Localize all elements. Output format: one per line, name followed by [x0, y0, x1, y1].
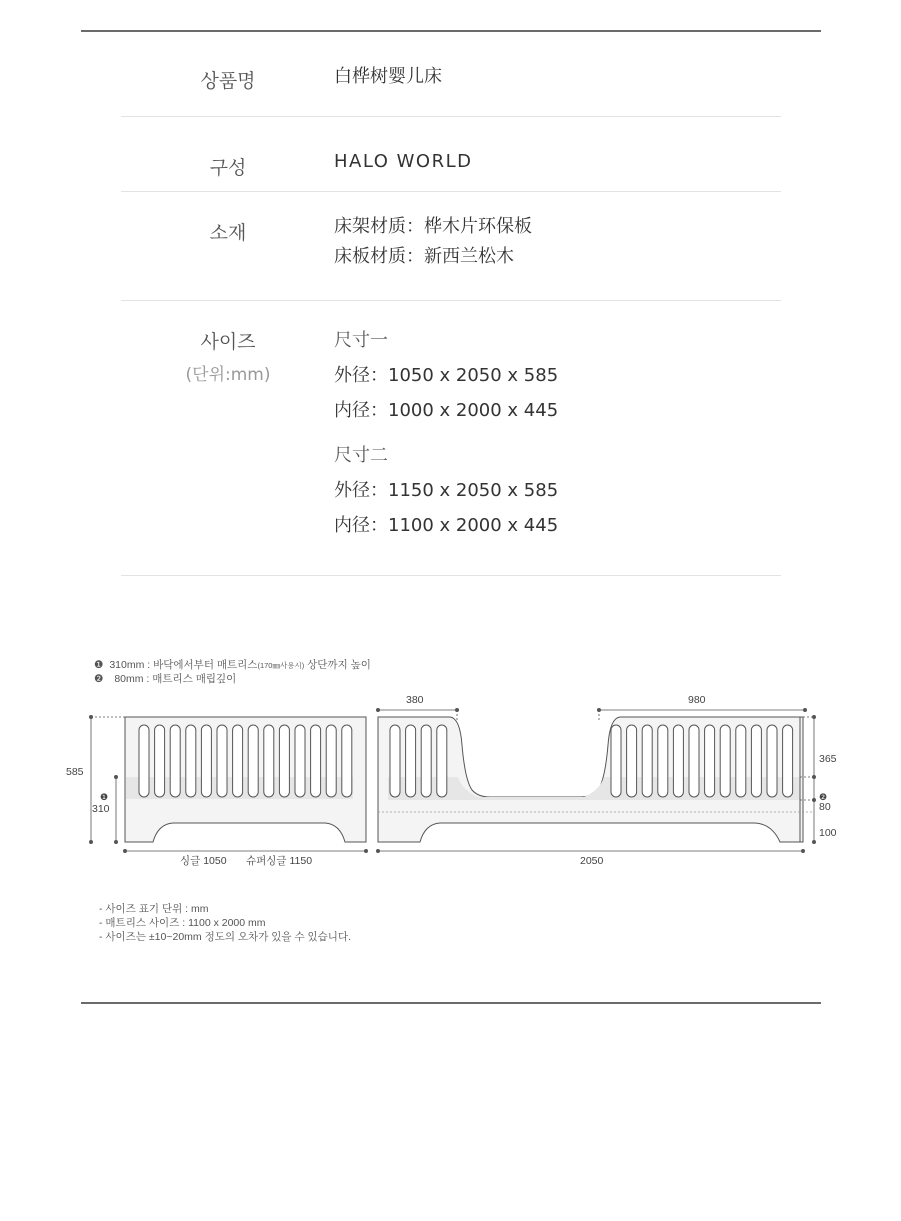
marker-2: ❷: [819, 792, 828, 802]
dim-100: 100: [819, 827, 837, 839]
spec-label: [121, 327, 335, 385]
bed-slat: [390, 725, 400, 797]
dim-310: 310: [92, 803, 110, 815]
size2-outer: 外径：1150 x 2050 x 585: [334, 480, 559, 501]
bed-slat: [437, 725, 447, 797]
bed-slat: [736, 725, 746, 797]
note-item: - 사이즈 표기 단위 : mm: [99, 903, 209, 915]
bed-slat: [705, 725, 715, 797]
bed-slat: [627, 725, 637, 797]
bed-slat: [279, 725, 289, 797]
end-view-bed: [125, 717, 366, 842]
note-item: - 매트리스 사이즈 : 1100 x 2000 mm: [99, 917, 266, 929]
bed-slat: [642, 725, 652, 797]
dim-585: 585: [66, 766, 84, 778]
bed-slat: [311, 725, 321, 797]
size-values: [334, 323, 558, 543]
size-label: 사이즈: [200, 331, 256, 353]
marker-1: ❶: [100, 792, 109, 802]
size1-title: 尺寸一: [334, 330, 388, 351]
bed-slat: [767, 725, 777, 797]
dim-80: 80: [819, 801, 831, 813]
legend-1: ❶ 310mm : 바닥에서부터 매트리스(170㎜사용시) 상단까지 높이: [94, 659, 371, 671]
spec-value: 白桦树婴儿床: [334, 66, 442, 87]
bed-slat: [326, 725, 336, 797]
spec-label: 상품명: [200, 70, 256, 92]
bed-slat: [201, 725, 211, 797]
spec-value: HALO WORLD: [334, 151, 473, 172]
size2-title: 尺寸二: [334, 445, 388, 466]
bed-slat: [139, 725, 149, 797]
bed-slat: [170, 725, 180, 797]
spec-row-size: [121, 301, 781, 576]
bed-slat: [248, 725, 258, 797]
bed-slat: [186, 725, 196, 797]
bed-slat: [658, 725, 668, 797]
material-board: 床板材质：新西兰松木: [334, 246, 514, 267]
bed-slat: [295, 725, 305, 797]
legend-2: ❷ 80mm : 매트리스 매립깊이: [94, 673, 237, 685]
spec-row-material: [121, 192, 781, 301]
dim-single: 싱글 1050: [180, 855, 227, 867]
side-view-bed: [378, 717, 803, 842]
bed-dimension-diagram: [0, 640, 901, 880]
bed-slat: [783, 725, 793, 797]
spec-label: 소재: [209, 222, 247, 244]
spec-row-composition: [121, 117, 781, 192]
bed-slat: [689, 725, 699, 797]
bed-slat: [406, 725, 416, 797]
dim-380: 380: [406, 694, 424, 706]
material-frame: 床架材质：桦木片环保板: [334, 216, 532, 237]
spec-value: [334, 212, 532, 272]
spec-table: [121, 32, 781, 576]
dim-980: 980: [688, 694, 706, 706]
bed-slat: [217, 725, 227, 797]
size1-outer: 外径：1050 x 2050 x 585: [334, 365, 559, 386]
dim-365: 365: [819, 753, 837, 765]
bed-slat: [673, 725, 683, 797]
spec-row-name: [121, 32, 781, 117]
bed-slat: [751, 725, 761, 797]
dim-2050: 2050: [580, 855, 604, 867]
note-item: - 사이즈는 ±10~20mm 정도의 오차가 있을 수 있습니다.: [99, 931, 352, 943]
spec-label: 구성: [209, 157, 247, 179]
bed-slat: [611, 725, 621, 797]
size2-inner: 内径：1100 x 2000 x 445: [334, 515, 559, 536]
size-notes: [99, 902, 351, 944]
dim-super-single: 슈퍼싱글 1150: [246, 855, 313, 867]
bed-slat: [342, 725, 352, 797]
bottom-rule: [81, 1002, 821, 1004]
size1-inner: 内径：1000 x 2000 x 445: [334, 400, 559, 421]
bed-slat: [233, 725, 243, 797]
bed-slat: [720, 725, 730, 797]
bed-slat: [421, 725, 431, 797]
size-unit: (단위:mm): [185, 365, 271, 385]
bed-slat: [155, 725, 165, 797]
bed-slat: [264, 725, 274, 797]
